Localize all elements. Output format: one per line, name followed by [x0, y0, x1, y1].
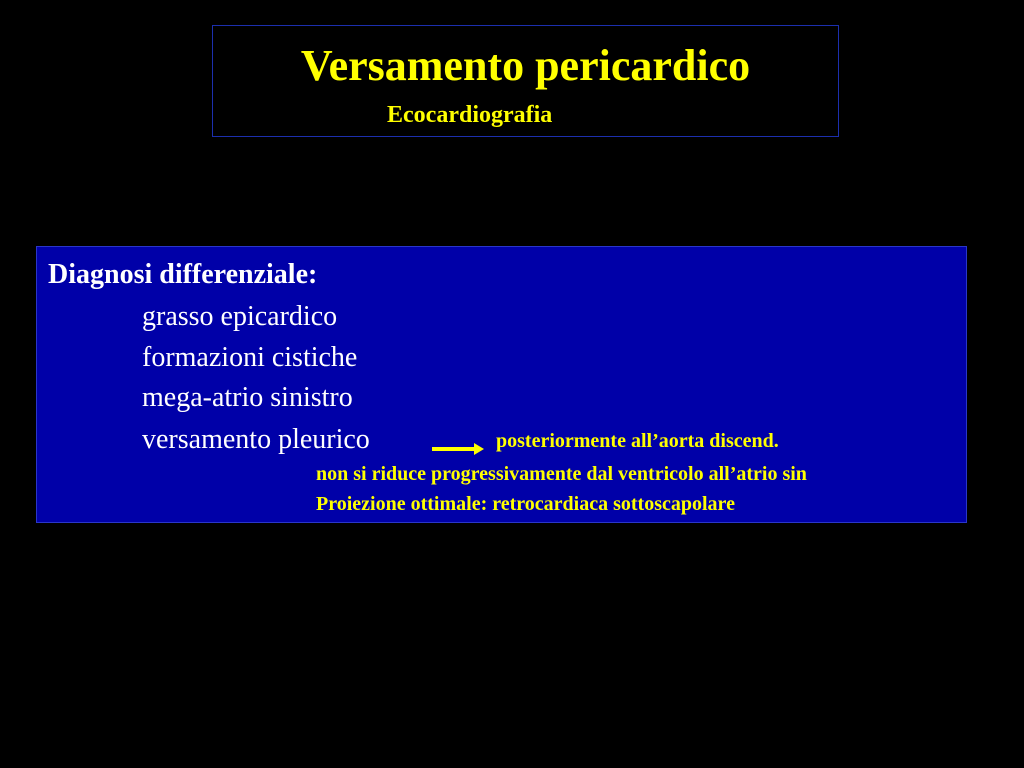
right-arrow-icon	[431, 442, 485, 456]
list-item: formazioni cistiche	[142, 342, 358, 373]
list-item: grasso epicardico	[142, 301, 338, 332]
note-line: posteriormente all’aorta discend.	[496, 430, 779, 452]
list-item: mega-atrio sinistro	[142, 382, 353, 413]
list-item: versamento pleurico	[142, 424, 370, 455]
note-line: non si riduce progressivamente dal ventricolo all’atrio sin	[316, 463, 807, 485]
slide-subtitle: Ecocardiografia	[387, 102, 553, 128]
note-line: Proiezione ottimale: retrocardiaca sottoscapolare	[316, 493, 735, 515]
slide-title: Versamento pericardico	[300, 41, 751, 90]
content-heading: Diagnosi differenziale:	[48, 259, 318, 290]
